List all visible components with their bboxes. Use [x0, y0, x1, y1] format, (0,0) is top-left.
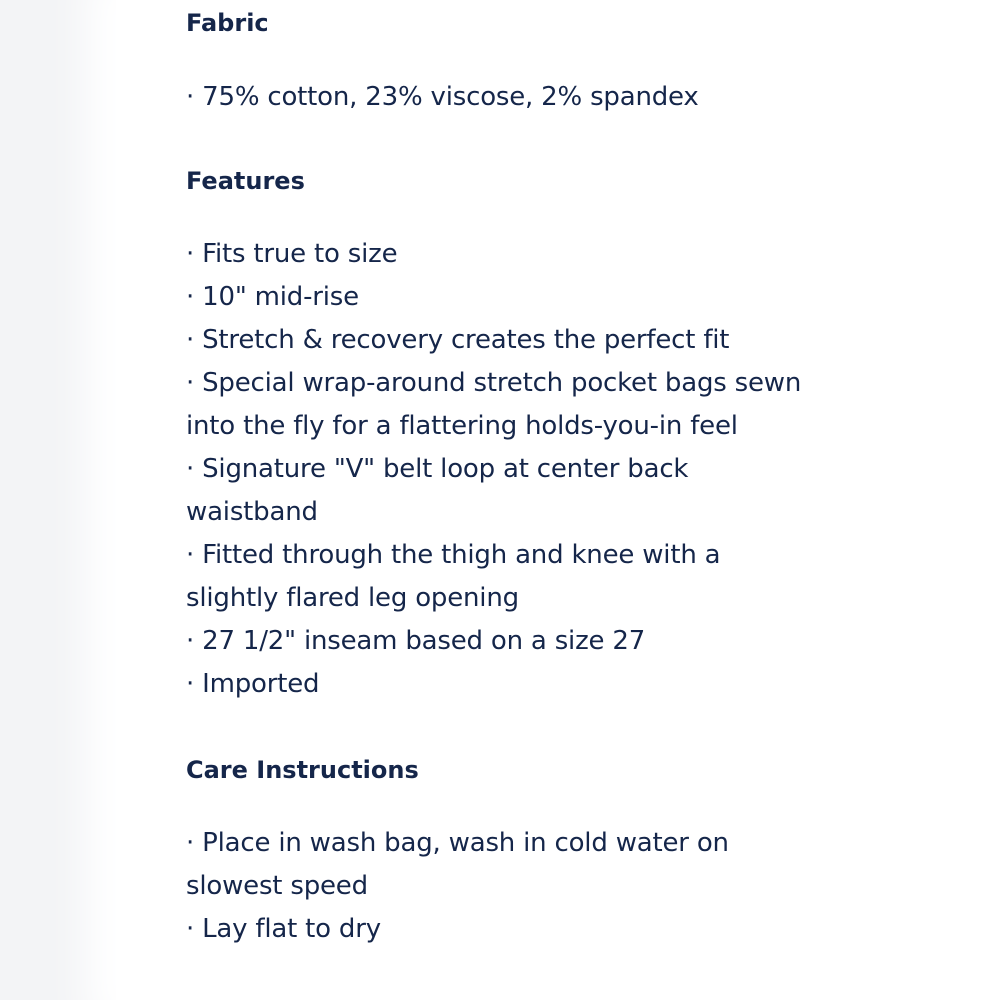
feature-line: · Fits true to size	[186, 239, 398, 269]
feature-line: · Fitted through the thigh and knee with a	[186, 540, 721, 570]
fabric-line: · 75% cotton, 23% viscose, 2% spandex	[186, 82, 699, 112]
feature-line: · Special wrap-around stretch pocket bags sewn	[186, 368, 802, 398]
feature-line: into the fly for a flattering holds-you-in feel	[186, 411, 738, 441]
fabric-heading: Fabric	[186, 9, 269, 37]
feature-line: · 27 1/2" inseam based on a size 27	[186, 626, 646, 656]
feature-line: waistband	[186, 497, 318, 527]
features-heading: Features	[186, 167, 305, 195]
feature-line: · Signature "V" belt loop at center back	[186, 454, 689, 484]
feature-line: · Imported	[186, 669, 320, 699]
care-line: slowest speed	[186, 871, 368, 901]
feature-line: · 10" mid-rise	[186, 282, 359, 312]
feature-line: slightly flared leg opening	[186, 583, 519, 613]
care-instructions-heading: Care Instructions	[186, 756, 419, 784]
care-line: · Place in wash bag, wash in cold water on	[186, 828, 729, 858]
care-line: · Lay flat to dry	[186, 914, 381, 944]
feature-line: · Stretch & recovery creates the perfect fit	[186, 325, 730, 355]
